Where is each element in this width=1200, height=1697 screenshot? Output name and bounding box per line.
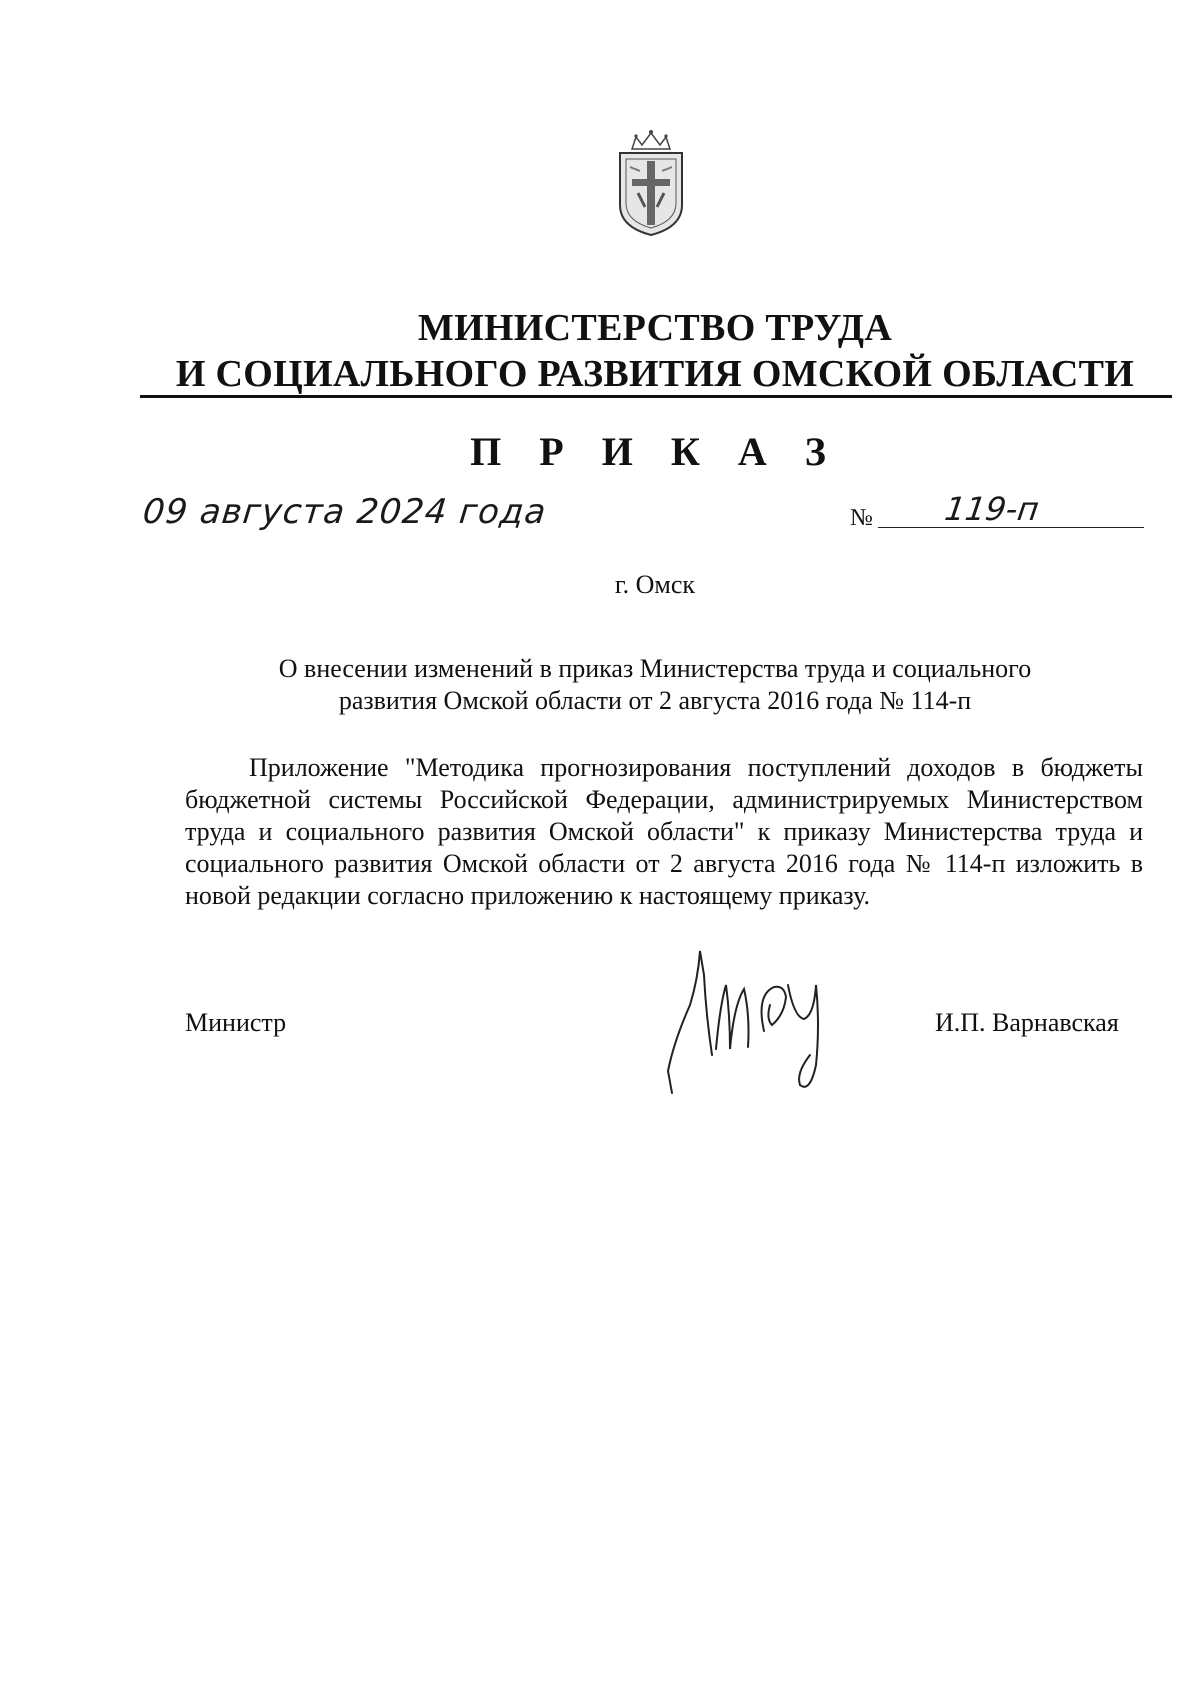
- signatory-name: И.П. Варнавская: [935, 1008, 1119, 1037]
- signatory-role: Министр: [185, 1008, 287, 1037]
- order-title-line1: О внесении изменений в приказ Министерства труда и социального: [278, 654, 1032, 683]
- number-label: №: [850, 505, 873, 531]
- header-divider: [140, 395, 1172, 398]
- city: г. Омск: [614, 570, 696, 599]
- ministry-name-line2: И СОЦИАЛЬНОГО РАЗВИТИЯ ОМСКОЙ ОБЛАСТИ: [175, 353, 1135, 395]
- handwritten-number: 119-п: [942, 490, 1042, 528]
- document-type: П Р И К А З: [470, 429, 840, 474]
- order-title-line2: развития Омской области от 2 августа 2016 года № 114-п: [338, 686, 972, 715]
- omsk-coat-of-arms-icon: [612, 127, 690, 237]
- order-title: [200, 653, 1110, 717]
- order-body-paragraph: Приложение "Методика прогнозирования поступлений доходов в бюджеты бюджетной системы Российской Федерации, администрируемых Министерством труда и социального развития Омской области" к приказу Министерства труда и социального развития Омской области от 2 августа 2016 года № 114-п изложить в новой редакции согласно приложению к настоящему приказу.: [185, 753, 1143, 910]
- handwritten-signature-icon: [660, 945, 890, 1095]
- handwritten-date: 09 августа 2024 года: [140, 492, 549, 532]
- ministry-name-line1: МИНИСТЕРСТВО ТРУДА: [417, 307, 893, 349]
